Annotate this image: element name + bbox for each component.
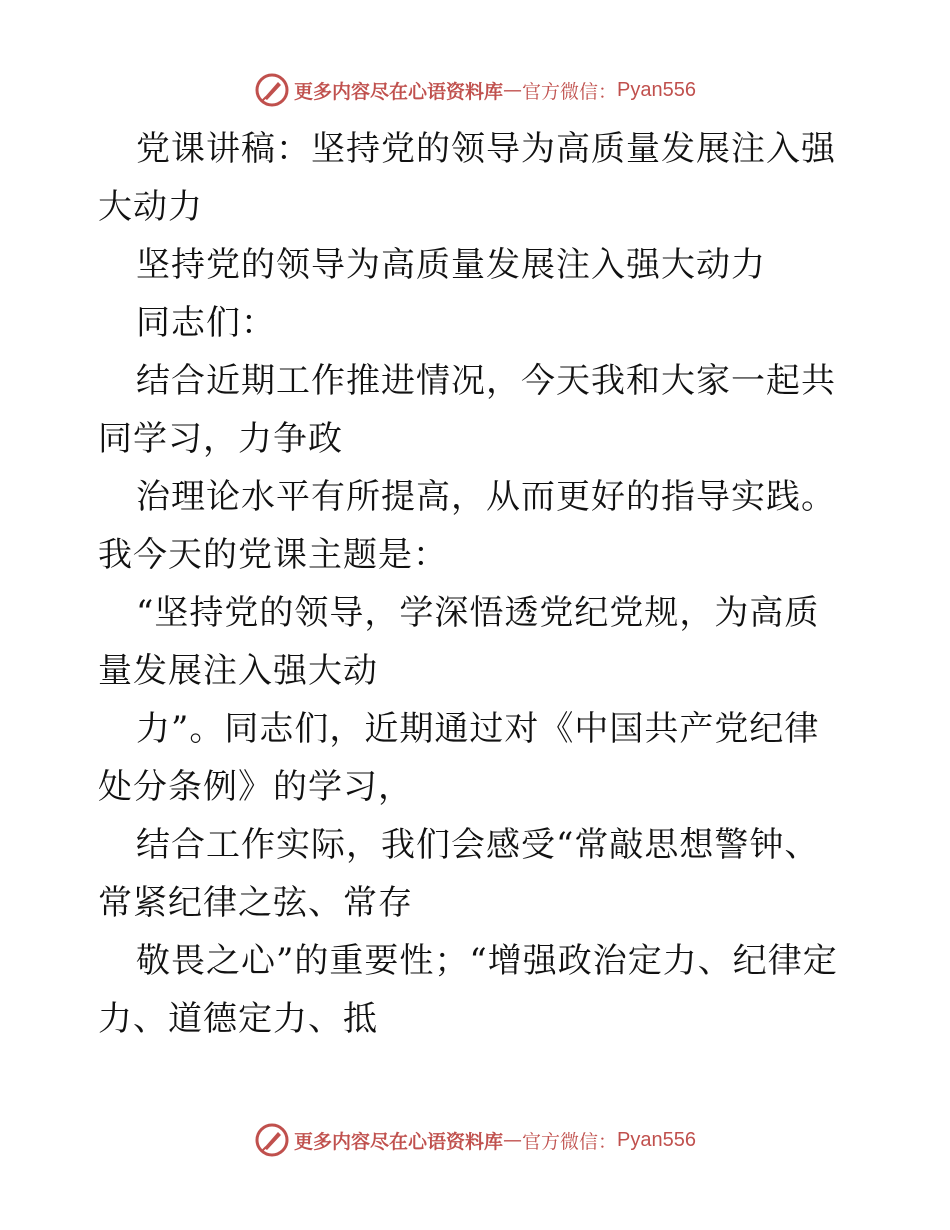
paragraph: “坚持党的领导，学深悟透党纪党规，为高质量发展注入强大动 [98, 593, 820, 691]
quill-logo-icon [254, 1122, 290, 1158]
header-watermark [0, 70, 950, 110]
watermark-wechat-label: 官方微信： [522, 1130, 618, 1153]
watermark-separator: — [503, 79, 523, 101]
watermark-wechat-id: Pyan556 [617, 1128, 696, 1151]
watermark-text: 更多内容尽在心语资料库 [294, 80, 504, 103]
document-body [98, 120, 854, 1048]
watermark-wechat-id: Pyan556 [617, 78, 696, 101]
paragraph: 结合近期工作推进情况，今天我和大家一起共同学习，力争政 [98, 361, 836, 459]
paragraph: 力”。同志们，近期通过对《中国共产党纪律处分条例》的学习， [98, 709, 820, 807]
quill-logo-icon [254, 72, 290, 108]
watermark-separator: — [503, 1129, 523, 1151]
watermark-wechat-label: 官方微信： [522, 80, 618, 103]
footer-watermark [0, 1120, 950, 1160]
paragraph: 治理论水平有所提高，从而更好的指导实践。我今天的党课主题是： [98, 477, 836, 575]
salutation: 同志们： [136, 303, 276, 343]
paragraph: 结合工作实际，我们会感受“常敲思想警钟、常紧纪律之弦、常存 [98, 825, 820, 923]
watermark-text: 更多内容尽在心语资料库 [294, 1130, 504, 1153]
document-subtitle: 坚持党的领导为高质量发展注入强大动力 [136, 245, 766, 285]
document-title: 党课讲稿：坚持党的领导为高质量发展注入强大动力 [98, 129, 836, 227]
paragraph: 敬畏之心”的重要性；“增强政治定力、纪律定力、道德定力、抵 [98, 941, 838, 1039]
